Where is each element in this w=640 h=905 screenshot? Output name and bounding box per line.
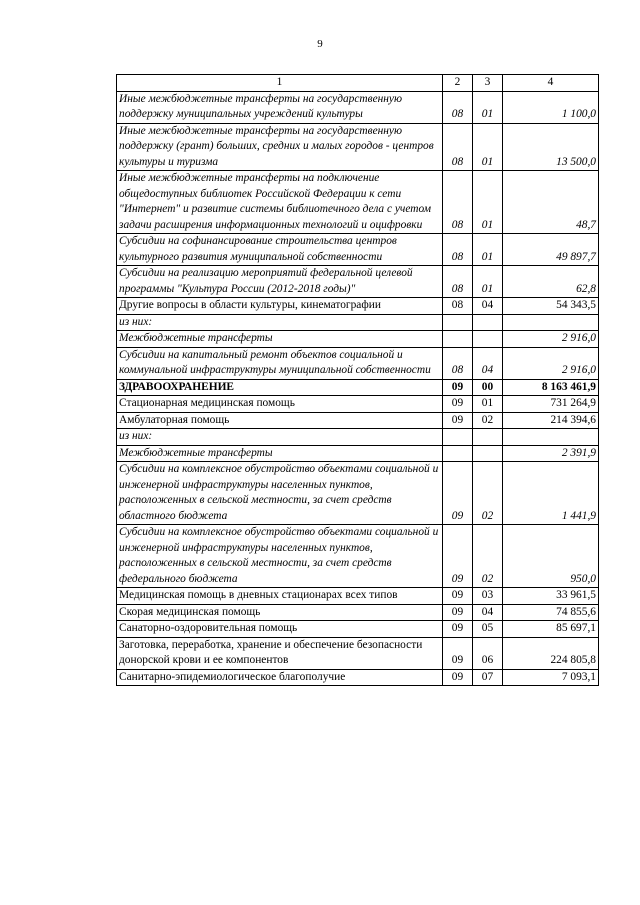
row-amount-cell: 224 805,8 bbox=[503, 637, 599, 669]
row-name-cell: Иные межбюджетные трансферты на государственную поддержку муниципальных учреждений культуры bbox=[117, 91, 443, 123]
table-row bbox=[117, 234, 599, 266]
row-section-cell: 08 bbox=[443, 266, 473, 298]
row-subsection-cell bbox=[473, 445, 503, 462]
table-row bbox=[117, 637, 599, 669]
row-section-cell: 09 bbox=[443, 669, 473, 686]
page-number: 9 bbox=[317, 38, 323, 50]
row-section-cell: 08 bbox=[443, 171, 473, 234]
row-section-cell: 09 bbox=[443, 637, 473, 669]
table-row bbox=[117, 298, 599, 315]
table-header-row bbox=[117, 75, 599, 92]
row-subsection-cell bbox=[473, 314, 503, 331]
row-name-cell: Стационарная медицинская помощь bbox=[117, 396, 443, 413]
table-row bbox=[117, 412, 599, 429]
row-amount-cell: 33 961,5 bbox=[503, 588, 599, 605]
table-row bbox=[117, 123, 599, 171]
row-name-cell: Межбюджетные трансферты bbox=[117, 445, 443, 462]
row-section-cell: 09 bbox=[443, 604, 473, 621]
header-cell-4: 4 bbox=[503, 75, 599, 92]
row-name-cell: Субсидии на капитальный ремонт объектов социальной и коммунальной инфраструктуры муниципальной собственности bbox=[117, 347, 443, 379]
row-amount-cell: 74 855,6 bbox=[503, 604, 599, 621]
row-section-cell: 09 bbox=[443, 525, 473, 588]
row-name-cell: Субсидии на софинансирование строительства центров культурного развития муниципальной собственности bbox=[117, 234, 443, 266]
row-section-cell: 09 bbox=[443, 621, 473, 638]
row-section-cell: 08 bbox=[443, 123, 473, 171]
row-amount-cell: 48,7 bbox=[503, 171, 599, 234]
row-amount-cell: 85 697,1 bbox=[503, 621, 599, 638]
row-name-cell: Заготовка, переработка, хранение и обеспечение безопасности донорской крови и ее компонентов bbox=[117, 637, 443, 669]
row-name-cell: Медицинская помощь в дневных стационарах всех типов bbox=[117, 588, 443, 605]
row-name-cell: Межбюджетные трансферты bbox=[117, 331, 443, 348]
row-subsection-cell: 02 bbox=[473, 462, 503, 525]
row-amount-cell: 214 394,6 bbox=[503, 412, 599, 429]
table-row bbox=[117, 331, 599, 348]
row-name-cell: Субсидии на реализацию мероприятий федеральной целевой программы "Культура России (2012-2018 годы)" bbox=[117, 266, 443, 298]
table-row bbox=[117, 396, 599, 413]
table-row bbox=[117, 669, 599, 686]
table-row bbox=[117, 588, 599, 605]
row-name-cell: Другие вопросы в области культуры, кинематографии bbox=[117, 298, 443, 315]
row-amount-cell: 2 916,0 bbox=[503, 347, 599, 379]
table-row bbox=[117, 462, 599, 525]
row-name-cell: Санаторно-оздоровительная помощь bbox=[117, 621, 443, 638]
row-section-cell: 08 bbox=[443, 234, 473, 266]
row-name-cell: из них: bbox=[117, 314, 443, 331]
row-subsection-cell: 04 bbox=[473, 347, 503, 379]
table-row bbox=[117, 429, 599, 446]
row-section-cell: 09 bbox=[443, 412, 473, 429]
row-section-cell: 08 bbox=[443, 298, 473, 315]
row-amount-cell bbox=[503, 429, 599, 446]
table-row bbox=[117, 314, 599, 331]
row-subsection-cell: 05 bbox=[473, 621, 503, 638]
table-row bbox=[117, 91, 599, 123]
row-amount-cell: 731 264,9 bbox=[503, 396, 599, 413]
row-section-cell bbox=[443, 445, 473, 462]
row-section-cell bbox=[443, 429, 473, 446]
header-cell-3: 3 bbox=[473, 75, 503, 92]
table-row bbox=[117, 604, 599, 621]
table-row bbox=[117, 347, 599, 379]
row-subsection-cell: 01 bbox=[473, 123, 503, 171]
table-row bbox=[117, 171, 599, 234]
row-subsection-cell: 04 bbox=[473, 604, 503, 621]
row-amount-cell: 1 441,9 bbox=[503, 462, 599, 525]
row-name-cell: из них: bbox=[117, 429, 443, 446]
row-name-cell: Субсидии на комплексное обустройство объектами социальной и инженерной инфраструктуры населенных пунктов, расположенных в сельской местности, за счет средств областного бюджета bbox=[117, 462, 443, 525]
row-subsection-cell: 03 bbox=[473, 588, 503, 605]
row-amount-cell: 62,8 bbox=[503, 266, 599, 298]
row-subsection-cell: 02 bbox=[473, 412, 503, 429]
row-section-cell: 08 bbox=[443, 91, 473, 123]
row-amount-cell: 13 500,0 bbox=[503, 123, 599, 171]
row-subsection-cell: 07 bbox=[473, 669, 503, 686]
row-amount-cell: 7 093,1 bbox=[503, 669, 599, 686]
row-subsection-cell: 01 bbox=[473, 266, 503, 298]
row-section-cell: 08 bbox=[443, 347, 473, 379]
row-subsection-cell: 04 bbox=[473, 298, 503, 315]
row-amount-cell: 49 897,7 bbox=[503, 234, 599, 266]
table-row bbox=[117, 379, 599, 396]
row-name-cell: Санитарно-эпидемиологическое благополучие bbox=[117, 669, 443, 686]
row-section-cell: 09 bbox=[443, 379, 473, 396]
row-section-cell bbox=[443, 331, 473, 348]
header-cell-1: 1 bbox=[117, 75, 443, 92]
row-amount-cell: 2 391,9 bbox=[503, 445, 599, 462]
row-name-cell: Иные межбюджетные трансферты на государственную поддержку (грант) больших, средних и малых городов - центров культуры и туризма bbox=[117, 123, 443, 171]
row-name-cell: Амбулаторная помощь bbox=[117, 412, 443, 429]
row-subsection-cell: 01 bbox=[473, 234, 503, 266]
row-subsection-cell: 01 bbox=[473, 91, 503, 123]
row-subsection-cell bbox=[473, 429, 503, 446]
table-row bbox=[117, 525, 599, 588]
row-section-cell bbox=[443, 314, 473, 331]
row-amount-cell bbox=[503, 314, 599, 331]
row-amount-cell: 2 916,0 bbox=[503, 331, 599, 348]
table-row bbox=[117, 445, 599, 462]
row-name-cell: Субсидии на комплексное обустройство объектами социальной и инженерной инфраструктуры населенных пунктов, расположенных в сельской местности, за счет средств федерального бюджета bbox=[117, 525, 443, 588]
row-subsection-cell: 01 bbox=[473, 396, 503, 413]
table-row bbox=[117, 621, 599, 638]
row-subsection-cell: 06 bbox=[473, 637, 503, 669]
row-subsection-cell: 00 bbox=[473, 379, 503, 396]
row-section-cell: 09 bbox=[443, 588, 473, 605]
budget-table bbox=[116, 74, 599, 686]
row-subsection-cell: 01 bbox=[473, 171, 503, 234]
row-amount-cell: 54 343,5 bbox=[503, 298, 599, 315]
row-subsection-cell: 02 bbox=[473, 525, 503, 588]
row-amount-cell: 950,0 bbox=[503, 525, 599, 588]
row-amount-cell: 8 163 461,9 bbox=[503, 379, 599, 396]
row-name-cell: Скорая медицинская помощь bbox=[117, 604, 443, 621]
header-cell-2: 2 bbox=[443, 75, 473, 92]
row-name-cell: Иные межбюджетные трансферты на подключение общедоступных библиотек Российской Федерации к сети "Интернет" и развитие системы библиотечного дела с учетом задачи расширения информационных технологий и оцифровки bbox=[117, 171, 443, 234]
row-subsection-cell bbox=[473, 331, 503, 348]
table-row bbox=[117, 266, 599, 298]
row-amount-cell: 1 100,0 bbox=[503, 91, 599, 123]
row-name-cell: ЗДРАВООХРАНЕНИЕ bbox=[117, 379, 443, 396]
row-section-cell: 09 bbox=[443, 396, 473, 413]
row-section-cell: 09 bbox=[443, 462, 473, 525]
